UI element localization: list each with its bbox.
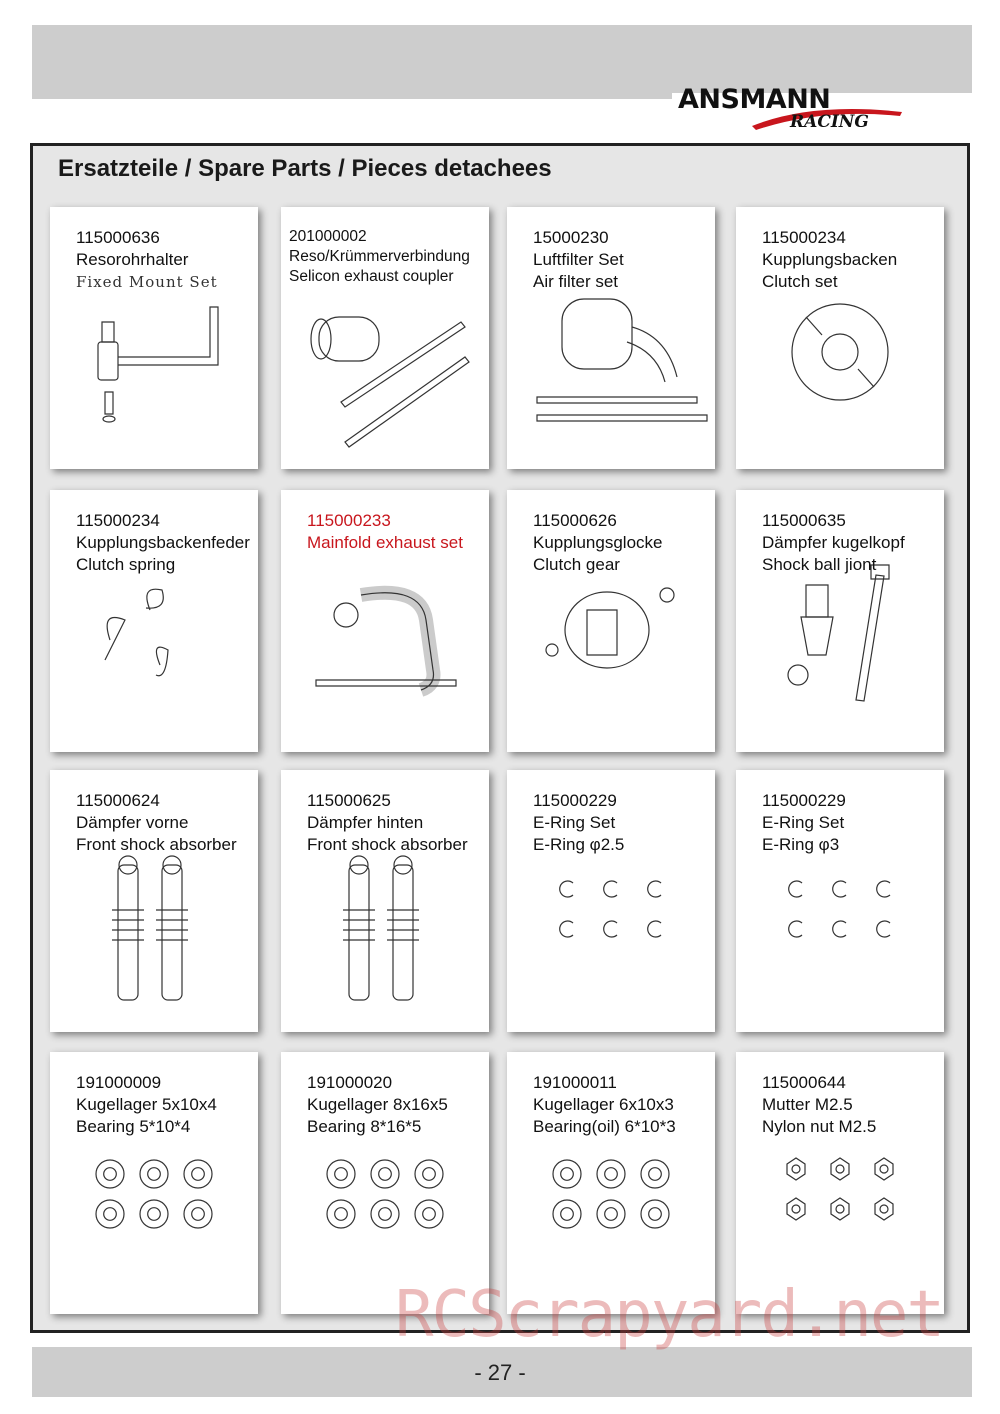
part-name: Kugellager 6x10x3 xyxy=(533,1095,674,1114)
part-name: Mutter M2.5 xyxy=(762,1095,853,1114)
part-name: Kupplungsbacken xyxy=(762,250,898,269)
part-number: 115000624 xyxy=(76,791,160,810)
part-number: 115000233 xyxy=(307,511,391,530)
part-name-en: Nylon nut M2.5 xyxy=(762,1117,877,1136)
part-name-en: Bearing(oil) 6*10*3 xyxy=(533,1117,676,1136)
part-label xyxy=(76,1072,217,1138)
part-number: 115000636 xyxy=(76,228,160,247)
part-label xyxy=(533,510,662,576)
part-name: Kupplungsglocke xyxy=(533,533,663,552)
part-name-en: Bearing 5*10*4 xyxy=(76,1117,191,1136)
part-name: Reso/Krümmerverbindung xyxy=(289,248,470,265)
part-label xyxy=(76,510,250,576)
part-label xyxy=(289,227,470,287)
part-card xyxy=(281,490,489,752)
part-number: 191000011 xyxy=(533,1073,617,1092)
part-number: 191000009 xyxy=(76,1073,162,1092)
part-label xyxy=(762,227,897,293)
part-name: Luftfilter Set xyxy=(533,250,624,269)
part-label xyxy=(762,790,846,856)
watermark: RCScrapyard.net xyxy=(395,1278,943,1352)
part-number: 115000625 xyxy=(307,791,391,810)
part-name-en: Fixed Mount Set xyxy=(76,273,218,291)
part-name: Kugellager 5x10x4 xyxy=(76,1095,217,1114)
part-number: 115000234 xyxy=(76,511,160,530)
part-card xyxy=(281,770,489,1032)
part-name: Dämpfer hinten xyxy=(307,813,424,832)
part-card xyxy=(507,490,715,752)
part-number: 115000644 xyxy=(762,1073,846,1092)
part-name: Kugellager 8x16x5 xyxy=(307,1095,448,1114)
section-header xyxy=(30,143,970,193)
part-label xyxy=(762,1072,876,1138)
part-number: 115000229 xyxy=(762,791,846,810)
part-label xyxy=(533,227,624,293)
part-label xyxy=(307,510,463,554)
part-number: 15000230 xyxy=(533,228,609,247)
part-name: E-Ring Set xyxy=(762,813,845,832)
part-name: Resorohrhalter xyxy=(76,250,189,269)
part-number: 191000020 xyxy=(307,1073,393,1092)
brand-logo xyxy=(672,78,922,142)
part-name-en: Bearing 8*16*5 xyxy=(307,1117,422,1136)
part-label xyxy=(533,790,624,856)
part-card xyxy=(736,207,944,469)
part-label xyxy=(307,1072,448,1138)
part-number: 115000635 xyxy=(762,511,846,530)
brand-name: ANSMANN xyxy=(678,84,831,115)
part-name: E-Ring Set xyxy=(533,813,616,832)
part-label xyxy=(76,790,237,856)
part-card xyxy=(50,770,258,1032)
part-name-en: E-Ring φ2.5 xyxy=(533,835,625,854)
part-card xyxy=(50,207,258,469)
part-number: 115000229 xyxy=(533,791,617,810)
part-name: Dämpfer kugelkopf xyxy=(762,533,905,552)
part-card xyxy=(50,1052,258,1314)
part-label xyxy=(762,510,905,576)
page-title: Ersatzteile / Spare Parts / Pieces detachees xyxy=(58,155,552,182)
part-name-en: Shock ball jiont xyxy=(762,555,877,574)
part-card xyxy=(507,1052,715,1314)
part-name: Dämpfer vorne xyxy=(76,813,189,832)
part-card xyxy=(736,770,944,1032)
part-label xyxy=(307,790,468,856)
part-number: 201000002 xyxy=(289,228,367,245)
part-card xyxy=(507,207,715,469)
part-name-en: Front shock absorber xyxy=(76,835,237,854)
part-number: 115000626 xyxy=(533,511,617,530)
part-name: Mainfold exhaust set xyxy=(307,533,463,552)
part-card xyxy=(507,770,715,1032)
part-card xyxy=(281,207,489,469)
part-name-en: Clutch spring xyxy=(76,555,176,574)
part-card xyxy=(736,1052,944,1314)
part-label xyxy=(76,227,218,293)
part-name: Kupplungsbackenfeder xyxy=(76,533,250,552)
part-name-en: Clutch gear xyxy=(533,555,620,574)
parts-grid xyxy=(46,205,956,1321)
part-number: 115000234 xyxy=(762,228,846,247)
brand-subtitle: RACING xyxy=(790,112,869,132)
part-name-en: Selicon exhaust coupler xyxy=(289,268,454,285)
part-name-en: Clutch set xyxy=(762,272,838,291)
part-label xyxy=(533,1072,676,1138)
part-name-en: Front shock absorber xyxy=(307,835,468,854)
part-card xyxy=(50,490,258,752)
part-name-en: Air filter set xyxy=(533,272,619,291)
header-bar-tail xyxy=(32,93,672,99)
part-name-en: E-Ring φ3 xyxy=(762,835,840,854)
part-card xyxy=(736,490,944,752)
part-card xyxy=(281,1052,489,1314)
page-number: - 27 - xyxy=(474,1360,526,1385)
